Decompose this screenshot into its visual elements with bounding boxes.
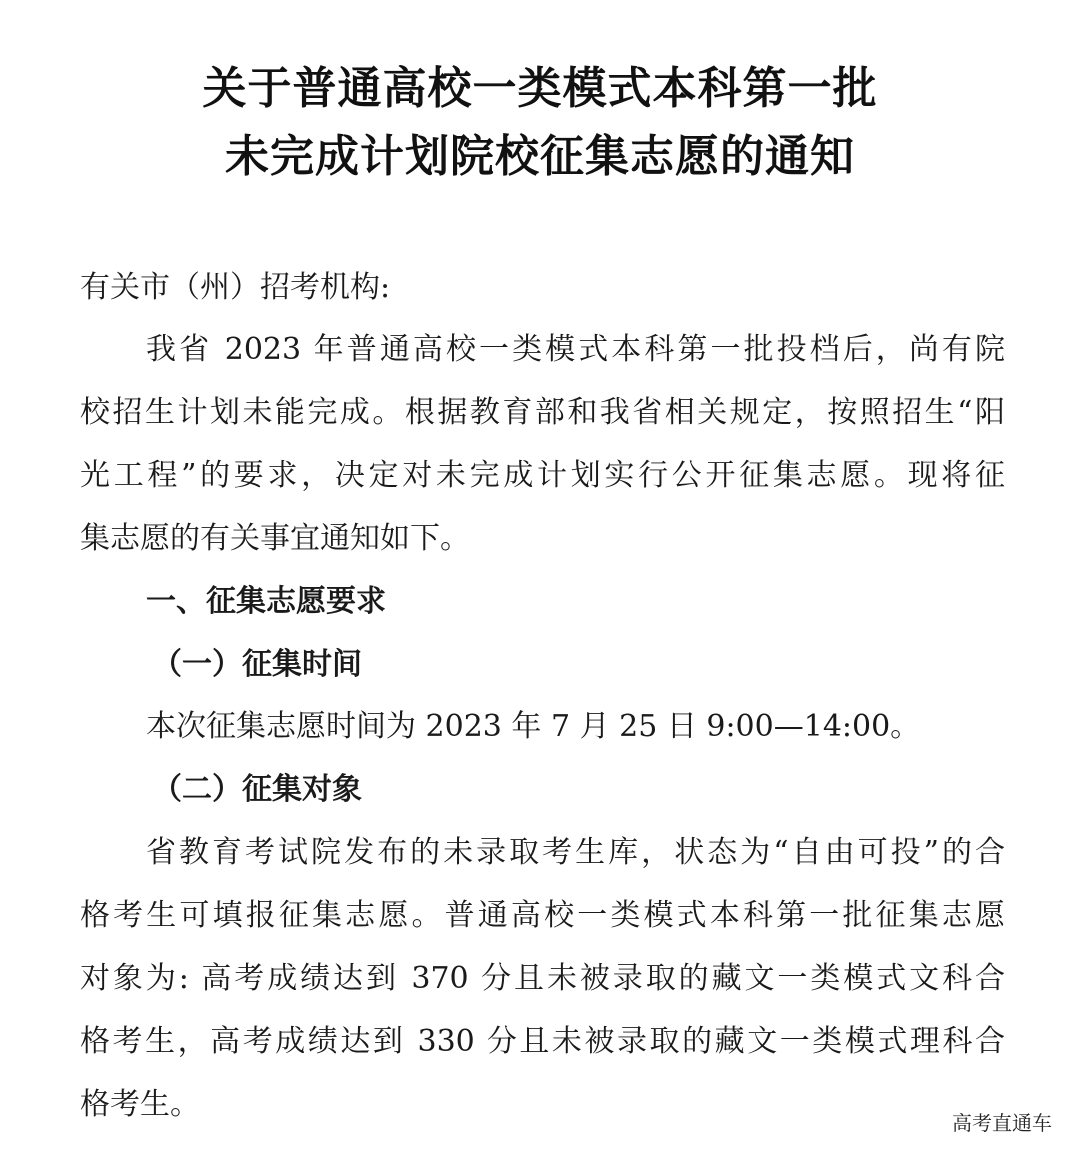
- paragraph-1-line-1: 我省 2023 年普通高校一类模式本科第一批投档后，尚有院: [146, 332, 1005, 367]
- paragraph-2-line-4: 格考生，高考成绩达到 330 分且未被录取的藏文一类模式理科合: [80, 1024, 1005, 1059]
- section-1-heading: 一、征集志愿要求: [146, 584, 386, 619]
- paragraph-2-line-1: 省教育考试院发布的未录取考生库，状态为“自由可投”的合: [146, 835, 1005, 870]
- subsection-1-text: 本次征集志愿时间为 2023 年 7 月 25 日 9:00—14:00。: [146, 709, 921, 744]
- paragraph-1-line-4: 集志愿的有关事宜通知如下。: [80, 521, 470, 556]
- paragraph-1-line-2: 校招生计划未能完成。根据教育部和我省相关规定，按照招生“阳: [80, 395, 1005, 430]
- subsection-2-heading: （二）征集对象: [152, 772, 362, 807]
- paragraph-1-line-3: 光工程”的要求，决定对未完成计划实行公开征集志愿。现将征: [80, 458, 1005, 493]
- document-title-line-1: 关于普通高校一类模式本科第一批: [202, 63, 878, 114]
- document-title-line-2: 未完成计划院校征集志愿的通知: [225, 131, 855, 182]
- paragraph-2-line-3: 对象为: 高考成绩达到 370 分且未被录取的藏文一类模式文科合: [80, 961, 1005, 996]
- subsection-1-heading: （一）征集时间: [152, 647, 362, 682]
- paragraph-2-line-2: 格考生可填报征集志愿。普通高校一类模式本科第一批征集志愿: [80, 898, 1005, 933]
- paragraph-2-line-5: 格考生。: [80, 1087, 200, 1122]
- source-watermark: 高考直通车: [952, 1111, 1052, 1135]
- salutation: 有关市（州）招考机构:: [80, 270, 391, 305]
